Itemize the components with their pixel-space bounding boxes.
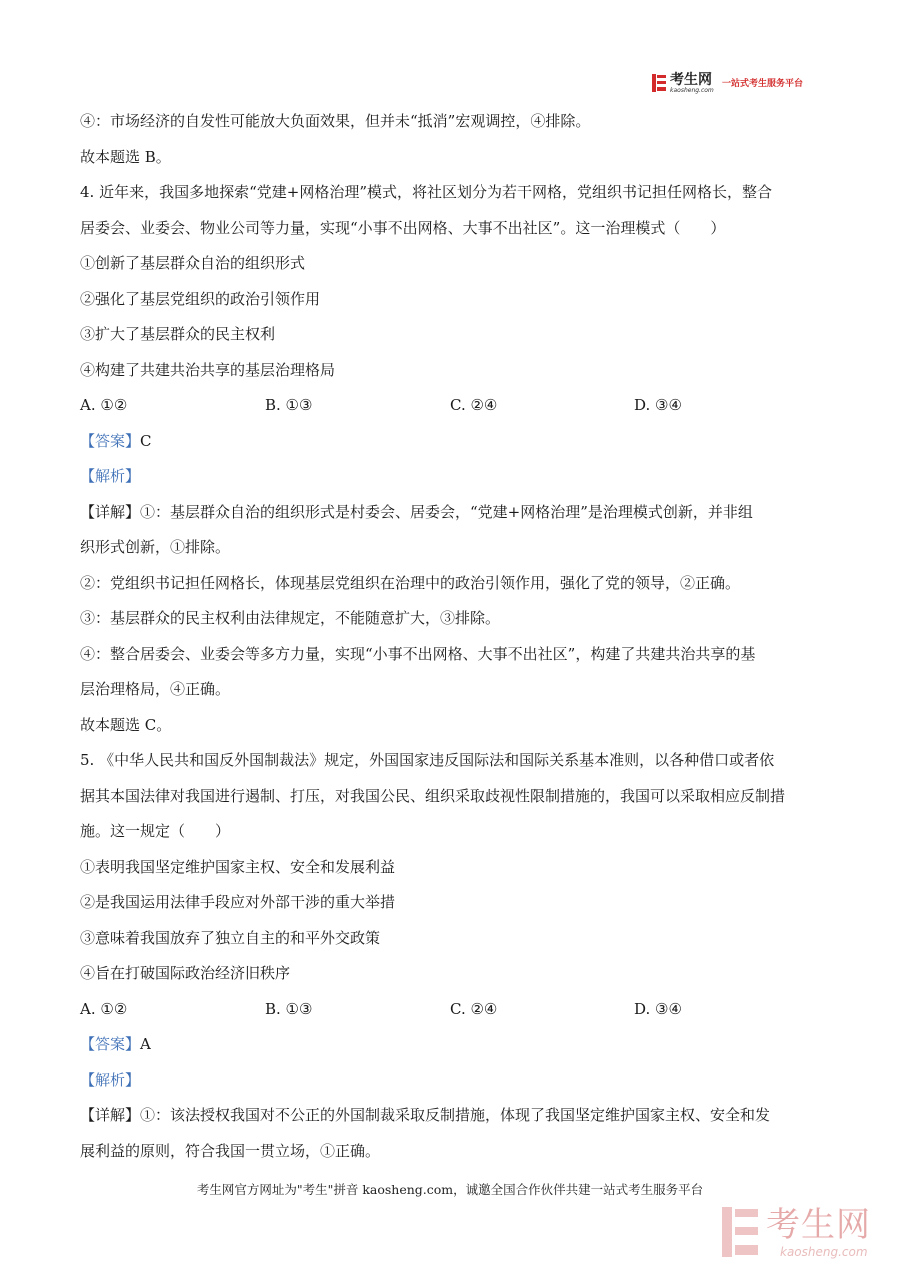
q4-answer: [80, 424, 820, 460]
watermark-domain: kaosheng.com: [780, 1245, 868, 1259]
watermark-logo: [722, 1205, 892, 1265]
answer-tag: 【答案】: [80, 1035, 141, 1053]
q4-detail-line: 层治理格局，④正确。: [80, 680, 231, 698]
q4-analysis-heading: [80, 459, 820, 495]
q4-detail-line: ③：基层群众的民主权利由法律规定，不能随意扩大，③排除。: [80, 609, 501, 627]
q4-statement: ③扩大了基层群众的民主权利: [80, 325, 276, 343]
q4-detail-line: [80, 495, 820, 531]
answer-value: A: [140, 1035, 151, 1053]
q5-option-c: C. ②④: [450, 999, 498, 1018]
q5-statement: ③意味着我国放弃了独立自主的和平外交政策: [80, 928, 381, 947]
q5-stem-line: 施。这一规定（ ）: [80, 822, 231, 840]
q4-stem-line: 4. 近年来，我国多地探索“党建+网格治理”模式，将社区划分为若干网格，党组织书记担任网格长，整合: [80, 183, 772, 201]
q5-answer: [80, 1027, 820, 1063]
q4-option-d: D. ③④: [634, 396, 682, 414]
q4-option-b: B. ①③: [265, 396, 313, 414]
q5-detail-line: [80, 1098, 820, 1134]
q5-options: [80, 992, 820, 1028]
detail-text: ①：基层群众自治的组织形式是村委会、居委会，“党建+网格治理”是治理模式创新，并非组: [140, 502, 753, 521]
header-logo: [652, 72, 822, 96]
detail-tag: 【详解】: [80, 1106, 141, 1124]
q4-conclusion: 故本题选 C。: [80, 715, 172, 734]
q5-option-d: D. ③④: [634, 999, 682, 1018]
q3-analysis-line: ④：市场经济的自发性可能放大负面效果，但并未“抵消”宏观调控，④排除。: [80, 112, 591, 130]
q5-option-a: A. ①②: [80, 999, 128, 1018]
answer-value: C: [140, 431, 152, 450]
analysis-tag: 【解析】: [80, 1070, 141, 1089]
q4-detail-line: ④：整合居委会、业委会等多方力量，实现“小事不出网格、大事不出社区”，构建了共建共治共享的基: [80, 644, 756, 663]
q4-options: [80, 388, 820, 424]
page-footer: 考生网官方网址为"考生"拼音 kaosheng.com，诚邀全国合作伙伴共建一站式考生服务平台: [196, 1182, 704, 1197]
analysis-tag: 【解析】: [80, 467, 141, 485]
logo-slogan: 一站式考生服务平台: [722, 79, 804, 89]
watermark-name: 考生网: [766, 1205, 871, 1245]
q5-analysis-heading: [80, 1063, 820, 1099]
q5-stem-line: 据其本国法律对我国进行遏制、打压，对我国公民、组织采取歧视性限制措施的，我国可以采取相应反制措: [80, 786, 786, 805]
q4-option-c: C. ②④: [450, 396, 498, 414]
document-body: [80, 104, 820, 1169]
q5-statement: ④旨在打破国际政治经济旧秩序: [80, 964, 291, 982]
q5-stem-line: 5. 《中华人民共和国反外国制裁法》规定，外国国家违反国际法和国际关系基本准则，以各种借口或者依: [80, 751, 775, 769]
q5-statement: ②是我国运用法律手段应对外部干涉的重大举措: [80, 893, 396, 911]
detail-text: ①：该法授权我国对不公正的外国制裁采取反制措施，体现了我国坚定维护国家主权、安全和发: [140, 1106, 771, 1124]
q5-detail-line: 展利益的原则，符合我国一贯立场，①正确。: [80, 1141, 381, 1160]
logo-domain: kaosheng.com: [670, 87, 714, 94]
q4-detail-line: 织形式创新，①排除。: [80, 538, 231, 556]
detail-tag: 【详解】: [80, 502, 141, 521]
q4-stem-line: 居委会、业委会、物业公司等力量，实现“小事不出网格、大事不出社区”。这一治理模式（ ）: [80, 218, 726, 237]
q3-conclusion: 故本题选 B。: [80, 147, 171, 166]
q4-statement: ①创新了基层群众自治的组织形式: [80, 254, 306, 272]
q4-option-a: A. ①②: [80, 396, 128, 414]
q4-detail-line: ②：党组织书记担任网格长，体现基层党组织在治理中的政治引领作用，强化了党的领导，②正确。: [80, 573, 741, 592]
logo-name: 考生网: [670, 72, 712, 88]
q4-statement: ②强化了基层党组织的政治引领作用: [80, 289, 321, 308]
answer-tag: 【答案】: [80, 431, 141, 450]
q5-option-b: B. ①③: [265, 999, 313, 1018]
q5-statement: ①表明我国坚定维护国家主权、安全和发展利益: [80, 857, 396, 876]
q4-statement: ④构建了共建共治共享的基层治理格局: [80, 360, 336, 379]
watermark-logo-icon: [722, 1207, 758, 1257]
kaosheng-logo-icon: [652, 74, 666, 92]
